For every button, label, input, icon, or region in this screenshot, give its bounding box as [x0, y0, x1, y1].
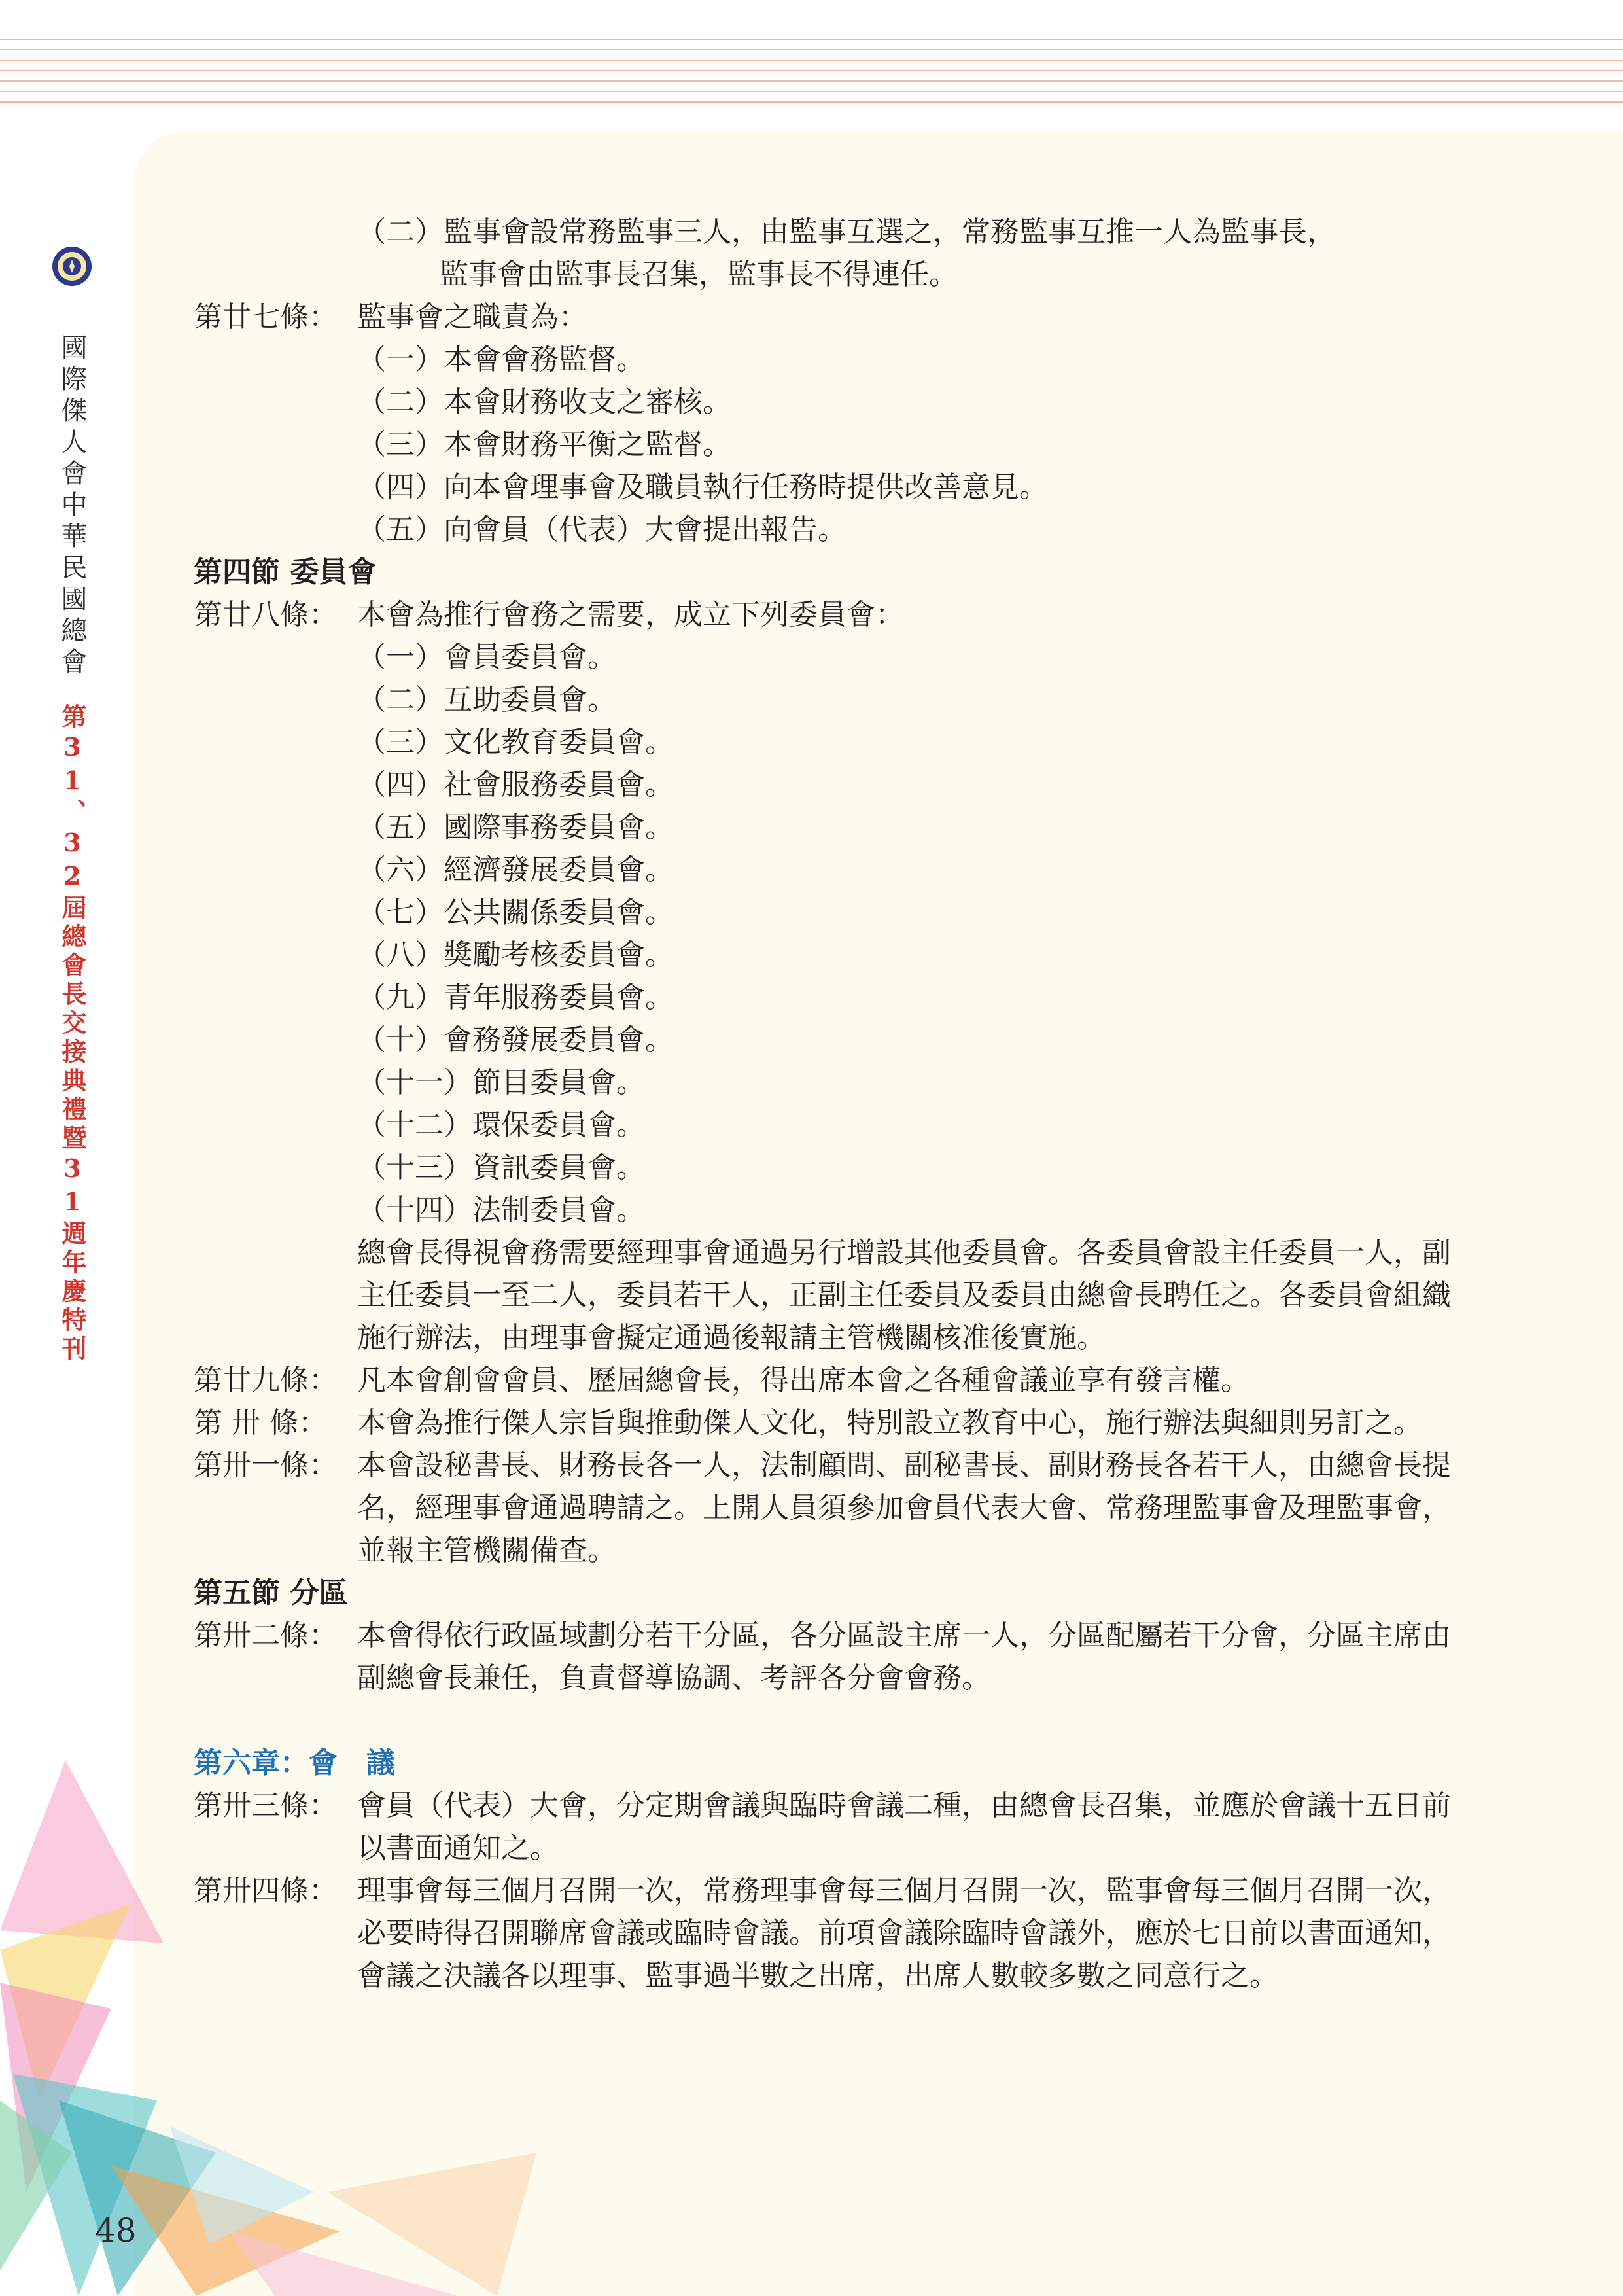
article-text: 理事會每三個月召開一次，常務理事會每三個月召開一次，監事會每三個月召開一次，必要時得召開聯席會議或臨時會議。前項會議除臨時會議外，應於七日前以書面通知，會議之決議各以理事、監事過半數之出席，出席人數較多數之同意行之。	[357, 1874, 1451, 1992]
article-text: 本會為推行傑人宗旨與推動傑人文化，特別設立教育中心，施行辦法與細則另訂之。	[357, 1406, 1422, 1439]
section-heading: 第五節 分區	[194, 1576, 348, 1610]
vertical-publication-subtitle: 第31、32屆總會長交接典禮暨31週年慶特刊	[58, 703, 87, 1364]
article-27	[194, 296, 1476, 338]
list-item: （八）獎勵考核委員會。	[357, 938, 674, 972]
list-item: （三）本會財務平衡之監督。	[357, 428, 731, 461]
list-item: （六）經濟發展委員會。	[357, 853, 674, 887]
list-item: （七）公共關係委員會。	[357, 896, 674, 929]
list-item: （十二）環保委員會。	[357, 1108, 645, 1142]
article-28	[194, 593, 1476, 636]
list-item: （十三）資訊委員會。	[357, 1151, 645, 1184]
article-29	[194, 1359, 1476, 1402]
page-number: 48	[95, 2212, 137, 2250]
list-item: （五）向會員（代表）大會提出報告。	[357, 513, 846, 546]
section-heading: 第四節 委員會	[194, 556, 377, 589]
list-item: （九）青年服務委員會。	[357, 981, 674, 1014]
article-text: 本會設秘書長、財務長各一人，法制顧問、副秘書長、副財務長各若干人，由總會長提名，經理事會通過聘請之。上開人員須參加會員代表大會、常務理監事會及理監事會，並報主管機關備查。	[357, 1449, 1451, 1567]
article-text: 會員（代表）大會，分定期會議與臨時會議二種，由總會長召集，並應於會議十五日前以書面通知之。	[357, 1789, 1451, 1865]
list-item: （四）向本會理事會及職員執行任務時提供改善意見。	[357, 470, 1048, 504]
article-30	[194, 1402, 1476, 1444]
article-label: 第廿七條：	[194, 300, 338, 334]
article-text: 本會為推行會務之需要，成立下列委員會：	[357, 598, 904, 631]
list-item: （四）社會服務委員會。	[357, 768, 674, 802]
article-34	[194, 1869, 1476, 1997]
article-32	[194, 1614, 1476, 1699]
document-body	[194, 211, 1476, 1997]
list-item: （一）會員委員會。	[357, 641, 616, 674]
organization-logo-icon	[51, 245, 93, 287]
article-text: 凡本會創會會員、歷屆總會長，得出席本會之各種會議並享有發言權。	[357, 1364, 1249, 1397]
chapter-heading: 第六章：會 議	[194, 1746, 395, 1780]
list-item: （五）國際事務委員會。	[357, 811, 674, 844]
vertical-organization-title: 國際傑人會中華民國總會	[57, 334, 87, 679]
list-item: （十四）法制委員會。	[357, 1193, 645, 1227]
article-label: 第廿八條：	[194, 598, 338, 631]
article-label: 第卅四條：	[194, 1874, 338, 1907]
article-33	[194, 1784, 1476, 1869]
list-item: （十）會務發展委員會。	[357, 1023, 674, 1057]
article-note: 總會長得視會務需要經理事會通過另行增設其他委員會。各委員會設主任委員一人，副主任委員一至二人，委員若干人，正副主任委員及委員由總會長聘任之。各委員會組織施行辦法，由理事會擬定通過後報請主管機關核准後實施。	[357, 1236, 1451, 1354]
article-label: 第卅三條：	[194, 1789, 338, 1822]
article-text: 本會得依行政區域劃分若干分區，各分區設主席一人，分區配屬若干分會，分區主席由副總會長兼任，負責督導協調、考評各分會會務。	[357, 1619, 1451, 1695]
list-item: （二）監事會設常務監事三人，由監事互選之，常務監事互推一人為監事長，	[357, 215, 1336, 249]
article-label: 第卅二條：	[194, 1619, 338, 1652]
decorative-header-lines	[0, 0, 1623, 115]
list-item: （一）本會會務監督。	[357, 343, 645, 376]
list-item: （三）文化教育委員會。	[357, 726, 674, 759]
list-item: （二）本會財務收支之審核。	[357, 385, 731, 419]
article-label: 第卅一條：	[194, 1449, 338, 1482]
article-label: 第 卅 條：	[194, 1406, 327, 1439]
list-item: （十一）節目委員會。	[357, 1066, 645, 1099]
list-item-continuation: 監事會由監事長召集，監事長不得連任。	[440, 258, 958, 291]
article-text: 監事會之職責為：	[357, 300, 587, 334]
article-label: 第廿九條：	[194, 1364, 338, 1397]
article-31	[194, 1444, 1476, 1572]
list-item: （二）互助委員會。	[357, 683, 616, 716]
